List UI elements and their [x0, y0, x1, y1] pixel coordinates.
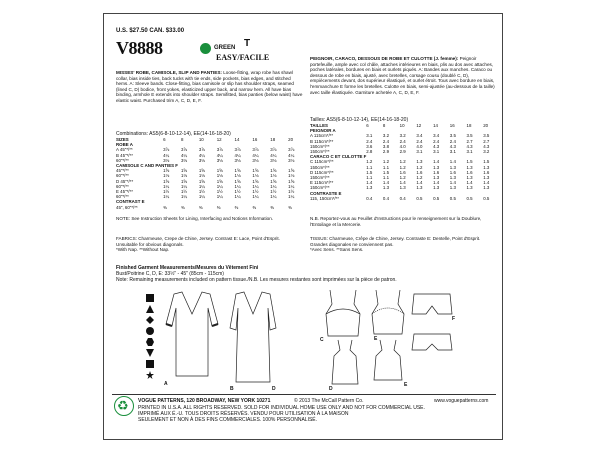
sizes-label: SIZES [116, 137, 129, 142]
table-cell: 1.6 [483, 169, 490, 175]
table-cell: 3.1 [433, 149, 440, 155]
green-dot-icon [200, 43, 211, 54]
size-header-cell: 18 [270, 137, 276, 142]
table-cell: 1.5 [382, 169, 390, 175]
table-cell: 0.5 [449, 195, 456, 201]
figure-label-e: E [374, 336, 378, 342]
table-cell: 1.6 [433, 169, 440, 175]
footer-divider [112, 394, 496, 395]
size-header-cell: 16 [449, 123, 455, 128]
table-cell: 1⅛ [163, 173, 170, 179]
slip-back-figure [374, 340, 402, 380]
table-cell: 3.4 [416, 133, 423, 139]
bust-measurement: Bust/Poitrine C, D, E: 33½" - 45" (85cm - 115cm) [116, 271, 224, 277]
unsuitable-en: Unsuitable for obvious diagonals. [116, 241, 184, 247]
table-cell: 1½ [180, 189, 188, 195]
table-cell: 1⅝ [198, 168, 205, 174]
table-cell: 1¼ [288, 183, 295, 189]
table-cell: 4.3 [483, 143, 490, 149]
table-cell: 3.1 [466, 149, 473, 155]
table-cell: 2.9 [399, 149, 406, 155]
table-cell: 1.3 [382, 185, 390, 191]
table-row [114, 205, 304, 210]
table-cell: 1.4 [483, 180, 490, 186]
description-fr-body: Peignoir portefeuille, ample avec col châle, attaches intérieures en biais, plis au dos avec attaches, poches latérales, bordures en biais et ourlets piqués. A: Bandes aux manches. Caraco ou dessous de robe en biais, ajusté, avec bretelles, corsage cousu (doublé C, D), empiècements devant, dos supérieur élastiqué, et ourlet étroit. Tous avec bordure en biais, l'emmanchure E forme les bretelles. Culotte en biais, semi-ajustée (au-dessous de la taille) avec taille élastiquée. Garniture achetée A, C, D, E, F. [310, 56, 495, 95]
row-label: A 115cm*/** [310, 133, 334, 139]
table-cell: 3.1 [366, 133, 373, 139]
table-cell: 3⅞ [198, 147, 205, 153]
row-label: 60"*/** [116, 157, 129, 163]
table-cell: 1.3 [449, 175, 456, 181]
row-label: CAMISOLE C AND PANTIES F [116, 163, 178, 169]
table-cell: 1.2 [416, 164, 423, 170]
table-cell: 2.4 [449, 138, 456, 144]
table-cell: 3⅛ [252, 157, 259, 163]
table-cell: 3⅞ [252, 147, 259, 153]
yardage-table-en [114, 137, 304, 210]
table-cell: 1.3 [449, 185, 456, 191]
note-en: NOTE: See Instruction Sheets for Lining, Interfacing and Notions Information. [116, 216, 274, 221]
table-cell: ⅜ [216, 204, 221, 210]
table-cell: 1.6 [449, 169, 456, 175]
table-cell: 3.1 [449, 149, 456, 155]
table-cell: 1.4 [382, 180, 390, 186]
diamond-symbol-icon [146, 316, 154, 324]
row-label: 150cm*/** [310, 149, 330, 155]
table-cell: 4.3 [433, 143, 440, 149]
table-cell: 3⅞ [288, 147, 295, 153]
table-cell: 1½ [270, 189, 277, 195]
nap-en: *With Nap. **Without Nap. [116, 247, 170, 253]
table-cell: 1.6 [466, 169, 473, 175]
row-label: CONTRASTE E [310, 190, 342, 196]
row-label: ROBE A [116, 142, 133, 148]
table-cell: 3⅞ [234, 147, 241, 153]
table-cell: 1⅝ [270, 168, 277, 174]
footer-company: VOGUE PATTERNS, 120 BROADWAY, NEW YORK 10271 [138, 398, 271, 404]
table-cell: 1⅛ [180, 173, 188, 179]
row-label: CONTRAST E [116, 199, 145, 205]
table-cell: 1¼ [198, 183, 205, 189]
table-cell: 1⅛ [288, 173, 295, 179]
table-cell: 1½ [216, 189, 223, 195]
table-cell: 1.3 [466, 175, 473, 181]
robe-a-figure [166, 292, 218, 376]
table-cell: 1¼ [252, 183, 259, 189]
table-cell: 3⅛ [198, 157, 205, 163]
table-cell: 2.7 [466, 138, 473, 144]
description-fr-title: PEIGNOIR, CARACO, DESSOUS DE ROBE ET CULOTTE (J. femme): [310, 56, 459, 61]
table-cell: 1.3 [466, 185, 473, 191]
table-cell: 1.4 [366, 180, 373, 186]
table-cell: 1.4 [449, 159, 456, 165]
table-cell: 4¼ [270, 152, 277, 158]
size-header-cell: 16 [252, 137, 258, 142]
table-cell: 1½ [252, 189, 259, 195]
table-cell: 1.3 [416, 185, 423, 191]
footer-line3: SEULEMENT ET NON À DES FINS COMMERCIALES. 100% PERSONNALISÉ. [138, 417, 318, 423]
description-en-title: MISSES' ROBE, CAMISOLE, SLIP AND PANTIES: [116, 70, 222, 75]
row-label: 150cm*/** [310, 143, 330, 149]
table-cell: 1.3 [433, 164, 440, 170]
triangle-symbol-icon [146, 305, 154, 313]
table-cell: 1⅛ [198, 173, 205, 179]
table-cell: 4¼ [163, 152, 170, 158]
table-cell: 1⅝ [198, 178, 205, 184]
table-cell: 1¼ [163, 194, 170, 200]
footer-copyright: © 2013 The McCall Pattern Co. [294, 398, 364, 404]
table-cell: 3.2 [399, 133, 406, 139]
table-cell: 0.5 [433, 195, 440, 201]
figure-label-f: F [452, 316, 456, 322]
camisole-c-figure [326, 290, 360, 336]
table-cell: 1⅝ [252, 168, 259, 174]
table-cell: 4¼ [288, 152, 295, 158]
table-cell: 1.3 [466, 164, 473, 170]
size-header-cell: 8 [180, 137, 184, 142]
table-cell: 1.6 [416, 169, 423, 175]
row-label: PEIGNOIR A [310, 128, 336, 134]
table-cell: 1⅛ [216, 173, 223, 179]
table-cell: 3.2 [483, 149, 490, 155]
row-label: B 115cm*/** [310, 138, 334, 144]
table-cell: 1¼ [288, 194, 295, 200]
hexagon-symbol-icon [146, 338, 154, 346]
table-cell: 1.1 [366, 175, 373, 181]
table-cell: 3⅛ [234, 157, 241, 163]
row-label: 60"*/** [116, 183, 129, 189]
table-cell: 4.0 [399, 143, 406, 149]
table-cell: 1.5 [366, 169, 373, 175]
row-label: 150cm*/** [310, 164, 330, 170]
row-label: 45"*/** [116, 168, 129, 174]
table-cell: 2.8 [366, 149, 373, 155]
table-cell: 0.5 [416, 195, 423, 201]
table-cell: 1⅝ [288, 178, 295, 184]
size-header-cell: 14 [234, 137, 240, 142]
table-cell: 1⅝ [270, 178, 277, 184]
table-cell: 1.4 [399, 180, 406, 186]
fabrics-fr-text: TISSUS: Charmeuse, Crêpe de Chine, Jersey. Contraste E: Dentelle, Point d'Esprit. [310, 236, 481, 241]
table-cell: 3⅛ [180, 157, 188, 163]
fabrics-en [116, 236, 302, 253]
footer-website: www.voguepatterns.com [434, 398, 489, 404]
table-cell: 2.7 [483, 138, 490, 144]
square-symbol-icon [146, 294, 154, 302]
size-header-cell: 12 [216, 137, 222, 142]
table-cell: 1¼ [180, 183, 188, 189]
table-cell: 1.3 [399, 185, 406, 191]
difficulty-label: EASY/FACILE [216, 53, 270, 62]
color-label: GREEN [214, 45, 236, 51]
table-cell: 3⅞ [270, 147, 277, 153]
table-cell: 1⅝ [163, 168, 170, 174]
table-cell: 0.4 [366, 195, 373, 201]
table-cell: ⅜ [180, 204, 185, 210]
row-label: B 45"*/** [116, 152, 133, 158]
note-fr: N.B. Reportez-vous au Feuillet d'Instructions pour le renseignement sur la Doublure, l'Entoilage et la Mercerie. [310, 216, 482, 227]
table-cell: 2.4 [399, 138, 406, 144]
row-label: 150cm*/** [310, 185, 330, 191]
table-cell: 1.6 [399, 169, 406, 175]
description-en [116, 70, 304, 104]
row-label: CARACO C ET CULOTTE F [310, 154, 367, 160]
row-label: 45", 60"*/** [116, 204, 138, 210]
table-cell: 1.4 [466, 180, 473, 186]
table-cell: 1⅝ [180, 168, 188, 174]
table-cell: 1.4 [416, 180, 423, 186]
table-cell: 1⅝ [216, 168, 223, 174]
recycle-icon [114, 396, 134, 416]
table-cell: 1½ [163, 189, 170, 195]
size-header-cell: 10 [399, 123, 405, 128]
table-cell: 1⅝ [252, 178, 259, 184]
figure-label-d: D [329, 386, 333, 392]
row-label: E 45"*/** [116, 189, 133, 195]
combinations-en: Combinations: AS5(6-8-10-12-14), EE(14-16-18-20) [116, 131, 231, 137]
measurement-note: Note: Remaining measurements included on pattern tissue./N.B. Les mesures restantes sont imprimées sur la pièce de patron. [116, 277, 397, 283]
description-en-body: Loose-fitting, wrap robe has shawl collar, bias inside ties, back tucks with tie ends, side pockets, bias edges, and stitched hems. A: Sleeve bands. Close-fitting, bias camisole or slip has shoulder straps, seamed (lined C, D) bodice, front yokes, elasticized upper back, and narrow hem. All have bias binding, armhole E extends into shoulder straps. Semifitted, bias panties (below waist) have elastic waist. Purchased trim A, C, D, E, F. [116, 70, 303, 103]
table-cell: 0.5 [483, 195, 490, 201]
table-cell: ⅜ [288, 204, 292, 210]
table-cell: 1.3 [433, 175, 440, 181]
inverted-triangle-symbol-icon [146, 349, 154, 357]
table-cell: 1.3 [449, 164, 456, 170]
table-cell: 0.5 [466, 195, 473, 201]
table-cell: 1.1 [366, 164, 373, 170]
row-label: 60"*/** [116, 194, 129, 200]
table-cell: 3.6 [366, 143, 373, 149]
size-header-cell: 14 [433, 123, 438, 128]
table-cell: 3⅞ [180, 147, 188, 153]
footer-line1: PRINTED IN U.S.A. ALL RIGHTS RESERVED. SOLD FOR INDIVIDUAL HOME USE ONLY AND NOT FOR COMMERCIAL USE. [138, 405, 425, 411]
table-cell: 1⅝ [234, 168, 241, 174]
table-cell: 1¼ [270, 183, 277, 189]
row-label: C 115cm*/** [310, 159, 334, 165]
table-cell: 1½ [288, 189, 295, 195]
panties-f-figure [412, 294, 452, 314]
black-margin-bar [104, 14, 504, 22]
size-header-cell: 20 [483, 123, 489, 128]
star-symbol-icon [146, 371, 154, 379]
table-cell: 2.4 [416, 138, 423, 144]
table-cell: 0.4 [382, 195, 390, 201]
table-cell: 1½ [198, 189, 205, 195]
table-cell: 4.3 [466, 143, 473, 149]
table-cell: 1¼ [252, 194, 259, 200]
slip-d-figure [332, 340, 358, 384]
table-cell: 1¼ [216, 183, 223, 189]
size-header-cell: 18 [466, 123, 472, 128]
table-cell: 3.4 [433, 133, 440, 139]
table-cell: 1½ [234, 189, 241, 195]
table-cell: 0.4 [399, 195, 406, 201]
table-cell: 1⅝ [288, 168, 295, 174]
size-code: T [244, 38, 251, 49]
size-header-cell: 6 [366, 123, 369, 128]
robe-b-figure [230, 292, 276, 382]
table-cell: 1.3 [416, 159, 423, 165]
table-cell: 3⅛ [163, 157, 170, 163]
table-cell: ⅜ [270, 204, 274, 210]
table-cell: 1¼ [198, 194, 205, 200]
table-cell: ⅜ [198, 204, 203, 210]
table-cell: 1⅝ [234, 178, 241, 184]
table-cell: ⅜ [234, 204, 239, 210]
size-header-cell: 10 [198, 137, 204, 142]
table-cell: 1¼ [234, 194, 241, 200]
row-label: 115, 150cm*/** [310, 195, 339, 201]
table-cell: 2.9 [382, 149, 390, 155]
table-cell: 3.2 [382, 133, 390, 139]
table-cell: 1.4 [433, 159, 440, 165]
table-cell: 1.1 [382, 164, 390, 170]
table-cell: 1.2 [399, 175, 406, 181]
table-cell: 4¼ [198, 152, 205, 158]
figure-label-a: A [164, 381, 168, 387]
row-label: A 45"*/** [116, 147, 133, 153]
row-label: D 45"*/** [116, 178, 134, 184]
table-cell: 1¼ [234, 183, 241, 189]
table-cell: 3⅛ [216, 157, 223, 163]
table-cell: 1.2 [366, 159, 373, 165]
nap-fr: *Avec Sens. **Sans Sens. [310, 247, 364, 253]
table-cell: ⅜ [252, 204, 257, 210]
table-cell: 4¼ [234, 152, 241, 158]
table-cell: 1.3 [483, 164, 490, 170]
size-header-cell: 8 [382, 123, 386, 128]
row-label: 150cm*/** [310, 175, 330, 181]
table-cell: 1.3 [433, 185, 440, 191]
table-cell: 2.4 [433, 138, 440, 144]
table-cell: 1.4 [449, 180, 456, 186]
table-cell: 1¼ [270, 194, 277, 200]
camisole-e-figure [372, 290, 404, 334]
table-cell: 1⅛ [234, 173, 241, 179]
table-cell: 3.8 [382, 143, 390, 149]
table-cell: 1¼ [180, 194, 188, 200]
table-cell: 1⅛ [252, 173, 259, 179]
square-symbol-2-icon [146, 360, 154, 368]
yardage-table-fr [308, 123, 498, 201]
table-cell: 2.4 [366, 138, 373, 144]
table-cell: 3.5 [449, 133, 456, 139]
figure-label-e2: E [404, 382, 408, 388]
combinations-fr: Tailles: AS5(6-8-10-12-14), EE(14-16-18-20) [310, 117, 409, 123]
table-cell: 1.5 [483, 159, 490, 165]
table-cell: 1⅝ [180, 178, 188, 184]
table-cell: 1⅛ [270, 173, 277, 179]
price-label: U.S. $27.50 CAN. $33.00 [116, 28, 185, 34]
table-cell: 1.2 [382, 159, 390, 165]
table-cell: 1.4 [433, 180, 440, 186]
table-cell: 3.5 [466, 133, 473, 139]
table-row [308, 196, 498, 201]
sizes-label: TAILLES [310, 123, 328, 128]
size-header-cell: 20 [288, 137, 294, 142]
table-cell: 1¼ [216, 194, 223, 200]
table-cell: 4¼ [216, 152, 223, 158]
size-header-cell: 6 [163, 137, 166, 142]
table-cell: 3⅛ [270, 157, 277, 163]
row-label: 60"*/** [116, 173, 129, 179]
figure-label-c: C [320, 337, 324, 343]
footer-line2: IMPRIMÉ AUX É.-U. TOUS DROITS RÉSERVÉS. VENDU POUR UTILISATION À LA MAISON [138, 411, 349, 417]
row-label: E 115cm*/** [310, 180, 334, 186]
table-cell: 2.4 [382, 138, 390, 144]
table-cell: 3.5 [483, 133, 490, 139]
table-cell: 1.2 [399, 159, 406, 165]
unsuitable-fr: Grandes diagonales ne conviennent pas. [310, 241, 394, 247]
table-cell: ⅜ [163, 204, 167, 210]
figure-label-d2: D [272, 386, 276, 392]
table-cell: 1⅝ [163, 178, 170, 184]
table-cell: 1.3 [483, 185, 490, 191]
circle-symbol-icon [146, 327, 154, 335]
table-cell: 1.3 [366, 185, 373, 191]
table-cell: 3.1 [416, 149, 423, 155]
table-cell: 3⅞ [216, 147, 223, 153]
table-cell: 1.5 [466, 159, 473, 165]
table-cell: 1.1 [382, 175, 390, 181]
table-cell: 4.0 [416, 143, 423, 149]
table-cell: 3⅞ [163, 147, 170, 153]
table-cell: 1¼ [163, 183, 170, 189]
table-cell: 4.3 [449, 143, 456, 149]
table-cell: 3⅛ [288, 157, 295, 163]
finished-measurements-title: Finished Garment Measurements/Mesures du Vêtement Fini [116, 265, 259, 271]
size-header-cell: 12 [416, 123, 422, 128]
table-cell: 1.2 [399, 164, 406, 170]
figure-label-b: B [230, 386, 234, 392]
pattern-back-page [103, 13, 503, 440]
fabrics-en-text: FABRICS: Charmeuse, Crepe de Chine, Jersey. Contrast E: Lace, Point d'Esprit. [116, 236, 280, 241]
garment-illustrations [162, 284, 462, 389]
panties-back-figure [412, 334, 452, 350]
description-fr [310, 56, 498, 95]
pattern-number: V8888 [116, 38, 163, 58]
symbols-column [146, 294, 154, 382]
table-cell: 4¼ [252, 152, 259, 158]
row-label: D 115cm*/** [310, 169, 334, 175]
table-cell: 1.3 [483, 175, 490, 181]
table-cell: 1⅝ [216, 178, 223, 184]
fabrics-fr [310, 236, 498, 253]
table-cell: 1.2 [416, 175, 423, 181]
table-cell: 4¼ [180, 152, 188, 158]
